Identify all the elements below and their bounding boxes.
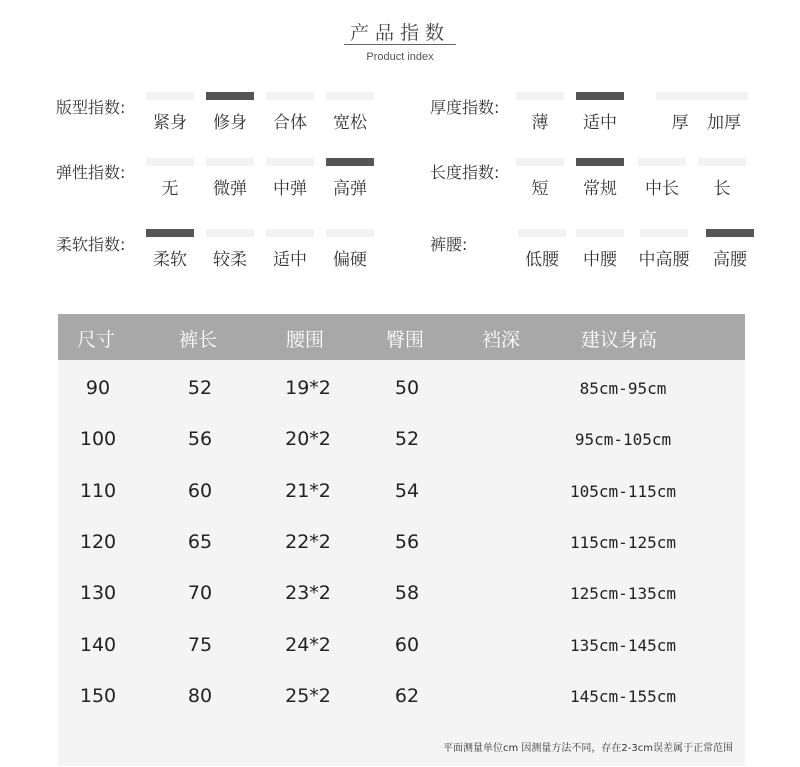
size-table	[58, 314, 745, 766]
cell-suggested-height: 85cm-95cm	[579, 379, 667, 398]
cell-waist: 25*2	[285, 684, 331, 707]
indicator-bar	[206, 229, 254, 237]
indicator-bar	[266, 158, 314, 166]
index-option-label: 短	[531, 179, 549, 199]
cell-size: 100	[79, 428, 117, 451]
header-hip: 臀围	[386, 329, 425, 351]
cell-hip: 62	[394, 684, 420, 707]
index-option-softness-1	[206, 229, 254, 270]
cell-hip: 60	[394, 633, 420, 656]
index-option-softness-0	[146, 229, 194, 270]
cell-hip: 52	[394, 428, 420, 451]
index-label-thickness: 厚度指数:	[430, 98, 500, 117]
index-option-label: 长	[713, 179, 731, 199]
index-label-fit: 版型指数:	[56, 98, 126, 117]
indicator-bar	[640, 229, 688, 237]
cell-suggested-height: 135cm-145cm	[570, 635, 676, 655]
index-option-waist-1	[576, 229, 624, 270]
cell-pants-length: 80	[187, 684, 213, 707]
cell-size: 150	[79, 684, 117, 707]
table-row	[58, 685, 745, 736]
page-title: 产品指数	[349, 22, 450, 44]
index-option-elasticity-0	[146, 158, 194, 199]
table-row	[58, 531, 745, 582]
index-option-label: 低腰	[525, 250, 559, 270]
cell-size: 130	[79, 582, 117, 605]
cell-hip: 56	[394, 530, 420, 553]
index-option-softness-3	[326, 229, 374, 270]
cell-pants-length: 75	[187, 633, 213, 656]
index-option-fit-1	[206, 92, 254, 133]
table-row	[58, 634, 745, 685]
cell-hip: 54	[394, 479, 420, 502]
header-suggested-height: 建议身高	[581, 329, 658, 351]
cell-waist: 20*2	[285, 428, 331, 451]
indicator-bar	[266, 229, 314, 237]
index-option-label: 合体	[273, 113, 307, 133]
selected-indicator-bar	[326, 158, 374, 166]
cell-size: 110	[79, 479, 117, 502]
indicator-bar	[146, 92, 194, 100]
index-option-label: 加厚	[707, 113, 741, 133]
index-option-label: 高腰	[713, 250, 747, 270]
cell-waist: 22*2	[285, 530, 331, 553]
cell-suggested-height: 145cm-155cm	[570, 686, 676, 706]
table-row	[58, 377, 745, 428]
index-option-length-1	[576, 158, 624, 199]
index-option-waist-2	[640, 229, 688, 270]
index-option-label: 高弹	[333, 179, 367, 199]
index-option-label: 中腰	[583, 250, 617, 270]
index-option-elasticity-3	[326, 158, 374, 199]
index-option-waist-0	[518, 229, 566, 270]
cell-waist: 24*2	[285, 633, 331, 656]
index-option-thickness-0	[516, 92, 564, 133]
cell-pants-length: 60	[187, 479, 213, 502]
index-option-label: 厚	[671, 113, 689, 133]
indicator-bar	[638, 158, 686, 166]
indicator-bar	[698, 158, 746, 166]
index-option-label: 中长	[645, 179, 679, 199]
index-option-label: 宽松	[333, 113, 367, 133]
index-option-thickness-1	[576, 92, 624, 133]
size-table-header	[58, 314, 745, 360]
cell-suggested-height: 115cm-125cm	[570, 532, 676, 552]
index-option-label: 常规	[583, 179, 617, 199]
indicator-bar	[326, 229, 374, 237]
index-option-thickness-3	[700, 92, 748, 133]
header-pants-length: 裤长	[179, 329, 218, 351]
indicator-bar	[516, 92, 564, 100]
title-divider	[344, 44, 456, 45]
indicator-bar	[518, 229, 566, 237]
index-label-softness: 柔软指数:	[56, 235, 126, 254]
index-option-label: 适中	[273, 250, 307, 270]
cell-suggested-height: 95cm-105cm	[574, 430, 672, 450]
indicator-bar	[700, 92, 748, 100]
index-option-length-3	[698, 158, 746, 199]
indicator-bar	[146, 158, 194, 166]
cell-waist: 19*2	[285, 377, 331, 399]
header-size: 尺寸	[77, 329, 116, 351]
index-option-fit-2	[266, 92, 314, 133]
indicator-bar	[206, 158, 254, 166]
cell-pants-length: 52	[187, 377, 213, 399]
index-option-label: 紧身	[153, 113, 187, 133]
index-label-elasticity: 弹性指数:	[56, 163, 126, 182]
indicator-bar	[656, 92, 704, 100]
index-option-label: 微弹	[213, 179, 247, 199]
cell-waist: 23*2	[285, 582, 331, 605]
indicator-bar	[576, 229, 624, 237]
index-option-label: 无	[161, 179, 179, 199]
selected-indicator-bar	[146, 229, 194, 237]
indicator-bar	[516, 158, 564, 166]
index-option-label: 较柔	[213, 250, 247, 270]
page-subtitle: Product index	[366, 51, 434, 63]
index-option-softness-2	[266, 229, 314, 270]
cell-hip: 58	[394, 582, 420, 605]
index-option-elasticity-2	[266, 158, 314, 199]
index-option-waist-3	[706, 229, 754, 270]
cell-suggested-height: 105cm-115cm	[570, 481, 676, 501]
header-waist: 腰围	[286, 329, 325, 351]
indicator-bar	[326, 92, 374, 100]
index-option-length-0	[516, 158, 564, 199]
cell-pants-length: 70	[187, 582, 213, 605]
index-option-label: 修身	[213, 113, 247, 133]
index-label-length: 长度指数:	[430, 163, 500, 182]
selected-indicator-bar	[576, 92, 624, 100]
cell-suggested-height: 125cm-135cm	[570, 584, 676, 604]
cell-size: 90	[85, 377, 111, 399]
index-option-label: 中弹	[273, 179, 307, 199]
index-option-label: 偏硬	[333, 250, 367, 270]
measurement-note: 平面测量单位cm 因测量方法不同，存在2-3cm误差属于正常范围	[443, 743, 733, 754]
selected-indicator-bar	[206, 92, 254, 100]
selected-indicator-bar	[576, 158, 624, 166]
cell-pants-length: 56	[187, 428, 213, 451]
cell-waist: 21*2	[285, 479, 331, 502]
cell-hip: 50	[394, 377, 420, 399]
cell-pants-length: 65	[187, 530, 213, 553]
selected-indicator-bar	[706, 229, 754, 237]
index-option-elasticity-1	[206, 158, 254, 199]
index-option-label: 适中	[583, 113, 617, 133]
index-option-label: 中高腰	[638, 250, 690, 270]
index-option-fit-3	[326, 92, 374, 133]
table-row	[58, 428, 745, 479]
table-row	[58, 480, 745, 531]
cell-size: 140	[79, 633, 117, 656]
index-option-label: 柔软	[153, 250, 187, 270]
indicator-bar	[266, 92, 314, 100]
index-option-length-2	[638, 158, 686, 199]
cell-size: 120	[79, 530, 117, 553]
table-row	[58, 582, 745, 633]
index-option-fit-0	[146, 92, 194, 133]
header-crotch-depth: 裆深	[482, 329, 521, 351]
index-label-waist: 裤腰:	[430, 235, 468, 254]
index-option-label: 薄	[531, 113, 549, 133]
